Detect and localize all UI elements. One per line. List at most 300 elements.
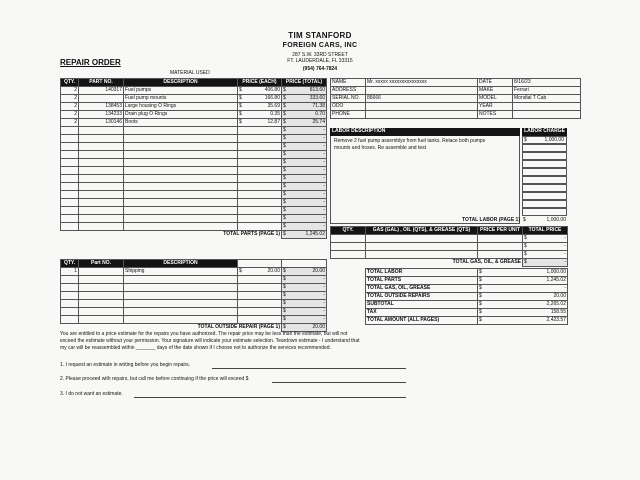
vehicle-row — [331, 79, 581, 87]
dollar-sign: $ — [239, 95, 242, 101]
notice-line-1: You are entitled to a price estimate for the repairs you have authorized. The repair price may be less than the estimate, but will not — [60, 331, 348, 337]
summary-row — [366, 269, 568, 277]
parts-table — [60, 78, 327, 239]
summary-value-cell — [478, 285, 568, 293]
total-labor-value: 1,000.00 — [546, 217, 566, 223]
price-each-cell — [238, 167, 282, 175]
price-each-cell — [238, 199, 282, 207]
description-cell — [124, 199, 238, 207]
name-label: NAME — [331, 79, 366, 87]
qty-cell — [61, 223, 79, 231]
qty-cell: 2 — [61, 119, 79, 127]
dollar-sign: $ — [239, 87, 242, 93]
summary-label: SUBTOTAL — [366, 301, 478, 309]
total-price-value: - — [564, 235, 566, 241]
dollar-sign: $ — [283, 231, 286, 237]
summary-value-cell — [478, 301, 568, 309]
qty-cell — [61, 143, 79, 151]
dollar-sign: $ — [283, 215, 286, 221]
odo-label: ODO — [331, 103, 366, 111]
parts-header-row — [61, 79, 327, 87]
form-title: REPAIR ORDER — [60, 58, 121, 67]
price-each-cell — [238, 95, 282, 103]
table-row — [61, 292, 327, 300]
outside-repair-table — [60, 259, 327, 332]
dollar-sign: $ — [283, 103, 286, 109]
description-cell — [124, 308, 238, 316]
price-each-cell — [238, 215, 282, 223]
labor-charge-line — [522, 136, 567, 144]
price-total-value: - — [323, 135, 325, 141]
total-parts-cell — [282, 231, 327, 239]
dollar-sign: $ — [239, 268, 242, 274]
price-total-value: 0.70 — [315, 111, 325, 117]
table-row — [61, 207, 327, 215]
description-cell — [124, 127, 238, 135]
price-total-value: 333.60 — [309, 95, 325, 101]
vehicle-info-table — [330, 78, 581, 119]
total-outside-label: TOTAL OUTSIDE REPAIR (PAGE 1) — [197, 324, 280, 331]
dollar-sign: $ — [283, 207, 286, 213]
part-no-cell — [79, 276, 124, 284]
dollar-sign: $ — [283, 167, 286, 173]
qty-cell — [61, 167, 79, 175]
table-row — [331, 235, 568, 243]
price-total-value: - — [323, 183, 325, 189]
description-cell: Boots — [124, 119, 238, 127]
part-no-cell — [79, 183, 124, 191]
description-cell — [124, 175, 238, 183]
header-price-per-unit: PRICE PER UNIT — [478, 227, 523, 235]
price-total-cell — [282, 183, 327, 191]
serial-label: SERIAL NO. — [331, 95, 366, 103]
phone-label: PHONE — [331, 111, 366, 119]
price-each-cell — [238, 119, 282, 127]
header-blank — [238, 260, 282, 268]
price-total-cell — [282, 111, 327, 119]
summary-label: TOTAL AMOUNT (ALL PAGES) — [366, 317, 478, 325]
price-total-value: - — [323, 199, 325, 205]
description-cell — [124, 284, 238, 292]
price-total-value: - — [323, 308, 325, 314]
option-3-text: 3. I do not want an estimate. — [60, 391, 123, 397]
summary-row — [366, 301, 568, 309]
price-total-cell — [282, 127, 327, 135]
price-total-cell — [282, 300, 327, 308]
dollar-sign: $ — [283, 87, 286, 93]
total-outside-value: 20.00 — [312, 324, 325, 330]
labor-charge-line — [522, 168, 567, 176]
labor-text-line-1: Remove 2 fuel pump assemblys from fuel tanks. Relace both pumps — [334, 138, 486, 144]
summary-label: TAX — [366, 309, 478, 317]
table-row — [61, 103, 327, 111]
dollar-sign: $ — [283, 199, 286, 205]
description-cell — [124, 207, 238, 215]
shop-city: FT. LAUDERDALE, FL 33315 — [287, 58, 353, 64]
price-total-cell — [282, 223, 327, 231]
price-total-cell — [282, 151, 327, 159]
total-parts-value: 1,245.02 — [305, 231, 325, 237]
table-row — [61, 143, 327, 151]
qty-cell — [61, 207, 79, 215]
vehicle-row — [331, 95, 581, 103]
description-cell — [124, 316, 238, 324]
price-each-value: 12.87 — [267, 119, 280, 125]
table-row — [61, 135, 327, 143]
description-cell: Fuel pumps — [124, 87, 238, 95]
price-total-cell — [282, 308, 327, 316]
material-used-label: MATERIAL USED — [170, 70, 210, 76]
dollar-sign: $ — [479, 309, 482, 315]
price-per-unit-cell — [478, 251, 523, 259]
price-total-cell — [282, 284, 327, 292]
price-total-cell — [282, 167, 327, 175]
labor-description-header: LABOR DESCRIPTION — [330, 128, 520, 136]
dollar-sign: $ — [283, 284, 286, 290]
price-total-cell — [282, 292, 327, 300]
option-3-signature-line[interactable] — [134, 397, 406, 398]
year-label: YEAR — [478, 103, 513, 111]
date-value: 8/16/23 — [513, 79, 581, 87]
qty-cell — [61, 159, 79, 167]
summary-value: 1,000.00 — [546, 269, 566, 275]
qty-cell — [61, 215, 79, 223]
address-value — [366, 87, 478, 95]
labor-charge-value: 1,000.00 — [544, 137, 564, 143]
qty-cell — [61, 175, 79, 183]
table-row — [61, 199, 327, 207]
model-label: MODEL — [478, 95, 513, 103]
dollar-sign: $ — [283, 175, 286, 181]
description-cell — [124, 300, 238, 308]
gas-oil-grease-table — [330, 226, 568, 267]
summary-value: 1,245.02 — [546, 277, 566, 283]
table-row — [61, 300, 327, 308]
header-qty: QTY. — [61, 260, 79, 268]
qty-cell — [61, 300, 79, 308]
description-cell — [124, 183, 238, 191]
vehicle-row — [331, 103, 581, 111]
summary-label: TOTAL PARTS — [366, 277, 478, 285]
price-each-cell — [238, 268, 282, 276]
price-each-value: 0.35 — [270, 111, 280, 117]
price-each-cell — [238, 183, 282, 191]
notice-line-3: my car will be reassembled within _______ days of the date shown if I choose not to authorize the services recommended. — [60, 345, 331, 351]
price-total-cell — [282, 276, 327, 284]
option-1-signature-line[interactable] — [212, 368, 406, 369]
summary-table — [365, 268, 568, 325]
dollar-sign: $ — [283, 151, 286, 157]
price-total-value: 25.74 — [312, 119, 325, 125]
summary-row — [366, 277, 568, 285]
dollar-sign: $ — [283, 191, 286, 197]
dollar-sign: $ — [283, 324, 286, 330]
description-cell — [124, 135, 238, 143]
qty-cell — [61, 191, 79, 199]
description-cell — [124, 143, 238, 151]
dollar-sign: $ — [239, 119, 242, 125]
part-no-cell — [79, 292, 124, 300]
total-price-value: - — [564, 251, 566, 257]
shop-company: FOREIGN CARS, INC — [282, 42, 358, 49]
description-cell: Shipping — [124, 268, 238, 276]
price-each-cell — [238, 87, 282, 95]
table-row — [61, 191, 327, 199]
qty-cell — [61, 199, 79, 207]
price-each-cell — [238, 151, 282, 159]
price-each-cell — [238, 135, 282, 143]
price-total-value: - — [323, 215, 325, 221]
labor-charge-line — [522, 176, 567, 184]
part-no-cell — [79, 268, 124, 276]
summary-label: TOTAL OUTSIDE REPAIRS — [366, 293, 478, 301]
part-no-cell — [79, 151, 124, 159]
table-row — [61, 159, 327, 167]
table-row — [61, 95, 327, 103]
price-total-value: - — [323, 175, 325, 181]
description-cell — [124, 276, 238, 284]
table-row — [61, 284, 327, 292]
price-total-cell — [282, 191, 327, 199]
shop-name: TIM STANFORD — [288, 31, 352, 40]
part-no-cell — [79, 95, 124, 103]
part-no-cell — [79, 175, 124, 183]
description-cell: Drain plug O Rings — [124, 111, 238, 119]
price-each-cell — [238, 191, 282, 199]
gas-header-row — [331, 227, 568, 235]
phone-value — [366, 111, 478, 119]
price-total-cell — [282, 87, 327, 95]
part-no-cell — [79, 300, 124, 308]
header-qty: QTY. — [331, 227, 366, 235]
dollar-sign: $ — [524, 243, 527, 249]
dollar-sign: $ — [283, 119, 286, 125]
price-total-cell — [282, 159, 327, 167]
price-total-cell — [282, 103, 327, 111]
table-row — [61, 183, 327, 191]
header-blank — [282, 260, 327, 268]
price-each-cell — [238, 308, 282, 316]
dollar-sign: $ — [283, 300, 286, 306]
dollar-sign: $ — [239, 103, 242, 109]
description-cell — [124, 223, 238, 231]
part-no-cell — [79, 159, 124, 167]
header-price-each: PRICE (EACH) — [238, 79, 282, 87]
dollar-sign: $ — [524, 259, 527, 265]
price-total-cell — [282, 215, 327, 223]
price-each-cell — [238, 276, 282, 284]
header-total-price: TOTAL PRICE — [523, 227, 568, 235]
make-label: MAKE — [478, 87, 513, 95]
table-row — [61, 175, 327, 183]
price-per-unit-cell — [478, 235, 523, 243]
table-row — [61, 215, 327, 223]
table-row — [61, 268, 327, 276]
price-each-cell — [238, 207, 282, 215]
dollar-sign: $ — [479, 301, 482, 307]
dollar-sign: $ — [479, 285, 482, 291]
part-no-cell: 140317 — [79, 87, 124, 95]
table-row — [61, 223, 327, 231]
price-each-cell — [238, 300, 282, 308]
gas-cell — [366, 243, 478, 251]
dollar-sign: $ — [524, 137, 527, 143]
table-row — [331, 243, 568, 251]
table-row — [61, 111, 327, 119]
dollar-sign: $ — [283, 223, 286, 229]
option-1-text: 1. I request an estimate in writing before you begin repairs. — [60, 362, 191, 368]
header-gas-oil-grease: GAS (GAL) , OIL (QTS), & GREASE (QTS) — [366, 227, 478, 235]
price-each-cell — [238, 284, 282, 292]
summary-value-cell — [478, 317, 568, 325]
price-total-value: - — [323, 159, 325, 165]
odo-value — [366, 103, 478, 111]
dollar-sign: $ — [479, 293, 482, 299]
header-price-total: PRICE (TOTAL) — [282, 79, 327, 87]
dollar-sign: $ — [524, 235, 527, 241]
dollar-sign: $ — [283, 183, 286, 189]
dollar-sign: $ — [283, 268, 286, 274]
description-cell — [124, 167, 238, 175]
labor-charge-line — [522, 152, 567, 160]
summary-value-cell — [478, 277, 568, 285]
price-total-cell — [282, 95, 327, 103]
shop-phone: (954) 764-7824 — [302, 66, 338, 72]
price-total-cell — [282, 199, 327, 207]
make-value: Ferrari — [513, 87, 581, 95]
price-total-cell — [282, 135, 327, 143]
price-each-cell — [238, 111, 282, 119]
summary-value-cell — [478, 269, 568, 277]
dollar-sign: $ — [524, 251, 527, 257]
qty-cell — [61, 308, 79, 316]
part-no-cell — [79, 135, 124, 143]
price-each-value: 20.00 — [267, 268, 280, 274]
dollar-sign: $ — [283, 292, 286, 298]
price-each-cell — [238, 143, 282, 151]
part-no-cell: 130146 — [79, 119, 124, 127]
table-row — [61, 316, 327, 324]
qty-cell — [61, 316, 79, 324]
header-description: DESCRIPTION — [124, 79, 238, 87]
dollar-sign: $ — [479, 277, 482, 283]
outside-header-row — [61, 260, 327, 268]
price-total-value: 20.00 — [312, 268, 325, 274]
table-row — [61, 151, 327, 159]
total-gas-cell — [523, 259, 568, 267]
price-each-cell — [238, 127, 282, 135]
part-no-cell: 134233 — [79, 111, 124, 119]
qty-cell: 2 — [61, 111, 79, 119]
table-row — [331, 251, 568, 259]
dollar-sign: $ — [283, 159, 286, 165]
price-total-value: - — [323, 151, 325, 157]
price-total-value: - — [323, 284, 325, 290]
price-per-unit-cell — [478, 243, 523, 251]
summary-label: TOTAL GAS, OIL, GREASE — [366, 285, 478, 293]
parts-total-row — [61, 231, 327, 239]
qty-cell — [61, 135, 79, 143]
price-total-cell — [282, 143, 327, 151]
summary-value: 2,265.02 — [546, 301, 566, 307]
notes-value — [513, 111, 581, 119]
qty-cell — [61, 151, 79, 159]
qty-cell — [61, 284, 79, 292]
dollar-sign: $ — [283, 111, 286, 117]
total-price-cell — [523, 251, 568, 259]
summary-row — [366, 309, 568, 317]
description-cell — [124, 215, 238, 223]
price-each-cell — [238, 103, 282, 111]
serial-value: 86666 — [366, 95, 478, 103]
date-label: DATE — [478, 79, 513, 87]
price-each-cell — [238, 292, 282, 300]
price-total-value: 813.60 — [309, 87, 325, 93]
total-gas-value: - — [564, 259, 566, 265]
qty-cell — [61, 183, 79, 191]
vehicle-row — [331, 111, 581, 119]
price-each-cell — [238, 223, 282, 231]
part-no-cell — [79, 207, 124, 215]
shop-street: 287 S.W. 33RD STREET — [292, 52, 348, 58]
dollar-sign: $ — [239, 111, 242, 117]
labor-charge-line — [522, 144, 567, 152]
labor-charge-line — [522, 200, 567, 208]
price-total-value: - — [323, 127, 325, 133]
notice-line-2: exceed the estimate without your permission. Your signature will indicate your estimate selection. Teardown estimate - I understand that — [60, 338, 360, 344]
total-price-cell — [523, 243, 568, 251]
part-no-cell: 138453 — [79, 103, 124, 111]
part-no-cell — [79, 316, 124, 324]
year-value — [513, 103, 581, 111]
price-each-value: 35.69 — [267, 103, 280, 109]
price-each-value: 406.80 — [264, 87, 280, 93]
labor-charge-header: LABOR CHARGE — [522, 128, 567, 136]
table-row — [61, 127, 327, 135]
gas-total-row — [331, 259, 568, 267]
summary-value: 158.55 — [550, 309, 566, 315]
gas-cell — [366, 235, 478, 243]
price-total-value: - — [323, 207, 325, 213]
dollar-sign: $ — [479, 317, 482, 323]
dollar-sign: $ — [283, 135, 286, 141]
option-2-signature-line[interactable] — [272, 382, 406, 383]
labor-charge-line — [522, 184, 567, 192]
description-cell — [124, 191, 238, 199]
dollar-sign: $ — [283, 143, 286, 149]
summary-value: 2,423.57 — [546, 317, 566, 323]
header-qty: QTY. — [61, 79, 79, 87]
table-row — [61, 167, 327, 175]
qty-cell — [61, 127, 79, 135]
price-total-value: - — [323, 292, 325, 298]
header-part-no: Part NO. — [79, 260, 124, 268]
part-no-cell — [79, 215, 124, 223]
total-parts-label: TOTAL PARTS (PAGE 1) — [223, 231, 280, 238]
table-row — [61, 276, 327, 284]
dollar-sign: $ — [283, 276, 286, 282]
price-total-cell — [282, 175, 327, 183]
part-no-cell — [79, 284, 124, 292]
dollar-sign: $ — [283, 95, 286, 101]
summary-row — [366, 317, 568, 325]
qty-cell — [331, 251, 366, 259]
labor-charge-line — [522, 192, 567, 200]
table-row — [61, 308, 327, 316]
summary-label: TOTAL LABOR — [366, 269, 478, 277]
price-total-cell — [282, 119, 327, 127]
summary-value: - — [564, 285, 566, 291]
